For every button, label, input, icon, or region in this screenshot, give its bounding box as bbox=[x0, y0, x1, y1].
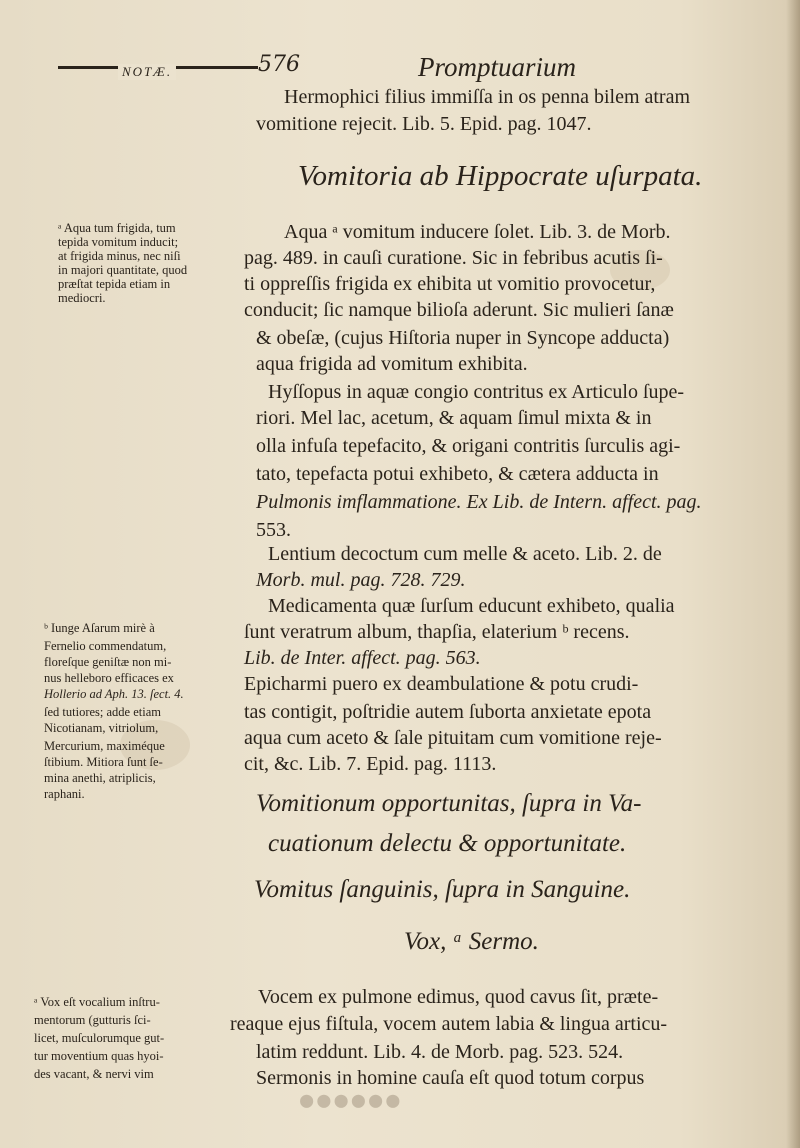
section-heading: Vomitus ſanguinis, ſupra in Sanguine. bbox=[254, 876, 631, 903]
library-stamp: ●●●●●● bbox=[300, 1088, 404, 1113]
text-line: tas contigit, poſtridie autem ſuborta anxietate epota bbox=[244, 701, 652, 723]
text-line: Epicharmi puero ex deambulatione & potu crudi- bbox=[244, 673, 639, 695]
section-heading: cuationum delectu & opportunitate. bbox=[268, 830, 627, 857]
note-line: tepida vomitum inducit; bbox=[58, 235, 179, 249]
note-line: ſed tutiores; adde etiam bbox=[44, 705, 161, 719]
note-line: præſtat tepida etiam in bbox=[58, 277, 171, 291]
text-line: Medicamenta quæ ſurſum educunt exhibeto, qualia bbox=[268, 595, 675, 617]
text-line: olla infuſa tepefacito, & origani contritis ſurculis agi- bbox=[256, 435, 681, 457]
text-line: Hyſſopus in aquæ congio contritus ex Articulo ſupe- bbox=[268, 381, 685, 403]
text-line: latim reddunt. Lib. 4. de Morb. pag. 523. 524. bbox=[256, 1041, 624, 1063]
note-line: ᵃ Aqua tum frigida, tum bbox=[58, 221, 176, 235]
text-line: conducit; ſic namque bilioſa aderunt. Sic mulieri ſanæ bbox=[244, 299, 674, 321]
text-line: riori. Mel lac, acetum, & aquam ſimul mixta & in bbox=[256, 407, 652, 429]
text-line: aqua cum aceto & ſale pituitam cum vomitione reje- bbox=[244, 727, 662, 749]
note-line: licet, muſculorumque gut- bbox=[34, 1031, 165, 1045]
note-line: mentorum (gutturis ſci- bbox=[34, 1013, 151, 1027]
text-line: Lib. de Inter. affect. pag. 563. bbox=[244, 647, 481, 669]
text-line: vomitione rejecit. Lib. 5. Epid. pag. 1047. bbox=[256, 113, 592, 135]
note-line: ᵇ Iunge Aſarum mirè à bbox=[44, 621, 155, 635]
section-heading: Vomitoria ab Hippocrate uſurpata. bbox=[298, 160, 703, 192]
note-line: Nicotianam, vitriolum, bbox=[44, 721, 159, 735]
note-line: in majori quantitate, quod bbox=[58, 263, 188, 277]
running-title: Promptuarium bbox=[418, 52, 577, 82]
section-heading: Vox, ᵃ Sermo. bbox=[404, 928, 539, 955]
note-line: mina anethi, atriplicis, bbox=[44, 771, 156, 785]
section-heading: Vomitionum opportunitas, ſupra in Va- bbox=[256, 790, 642, 817]
note-line: at frigida minus, nec niſi bbox=[58, 249, 181, 263]
text-line: Morb. mul. pag. 728. 729. bbox=[256, 569, 466, 591]
text-line: Sermonis in homine cauſa eſt quod totum corpus bbox=[256, 1067, 645, 1089]
text-line: Vocem ex pulmone edimus, quod cavus ſit, præte- bbox=[258, 986, 659, 1008]
text-line: & obeſæ, (cujus Hiſtoria nuper in Syncope adducta) bbox=[256, 327, 670, 349]
note-line: des vacant, & nervi vim bbox=[34, 1067, 154, 1081]
text-line: 553. bbox=[256, 519, 291, 541]
page-number: 576 bbox=[258, 52, 300, 77]
text-line: pag. 489. in cauſi curatione. Sic in febribus acutis ſi- bbox=[244, 247, 663, 269]
note-line: ſtibium. Mitiora ſunt ſe- bbox=[44, 755, 163, 769]
note-line: raphani. bbox=[44, 787, 85, 801]
text-line: Lentium decoctum cum melle & aceto. Lib. 2. de bbox=[268, 543, 662, 565]
note-line: mediocri. bbox=[58, 291, 106, 305]
nota-label: NOTÆ. bbox=[118, 64, 176, 80]
note-line: floreſque geniſtæ non mi- bbox=[44, 655, 172, 669]
note-line: tur moventium quas hyoi- bbox=[34, 1049, 164, 1063]
note-line: ᵃ Vox eſt vocalium inſtru- bbox=[34, 995, 160, 1009]
text-line: Pulmonis imflammatione. Ex Lib. de Intern. affect. pag. bbox=[256, 491, 702, 513]
note-line: nus helleboro efficaces ex bbox=[44, 671, 174, 685]
text-line: Aqua ᵃ vomitum inducere ſolet. Lib. 3. de Morb. bbox=[284, 221, 671, 243]
text-line: ti oppreſſis frigida ex ehibita ut vomitio provocetur, bbox=[244, 273, 656, 295]
text-line: tato, tepefacta potui exhibeto, & cætera adducta in bbox=[256, 463, 659, 485]
note-line: Hollerio ad Aph. 13. ſect. 4. bbox=[44, 687, 184, 701]
text-line: reaque ejus fiſtula, vocem autem labia & lingua articu- bbox=[230, 1013, 668, 1035]
text-line: ſunt veratrum album, thapſia, elaterium ᵇ recens. bbox=[244, 621, 630, 643]
text-line: cit, &c. Lib. 7. Epid. pag. 1113. bbox=[244, 753, 497, 775]
text-line: aqua frigida ad vomitum exhibita. bbox=[256, 353, 528, 375]
text-line: Hermophici filius immiſſa in os penna bilem atram bbox=[284, 86, 691, 108]
note-line: Fernelio commendatum, bbox=[44, 639, 167, 653]
note-line: Mercurium, maximéque bbox=[44, 739, 165, 753]
